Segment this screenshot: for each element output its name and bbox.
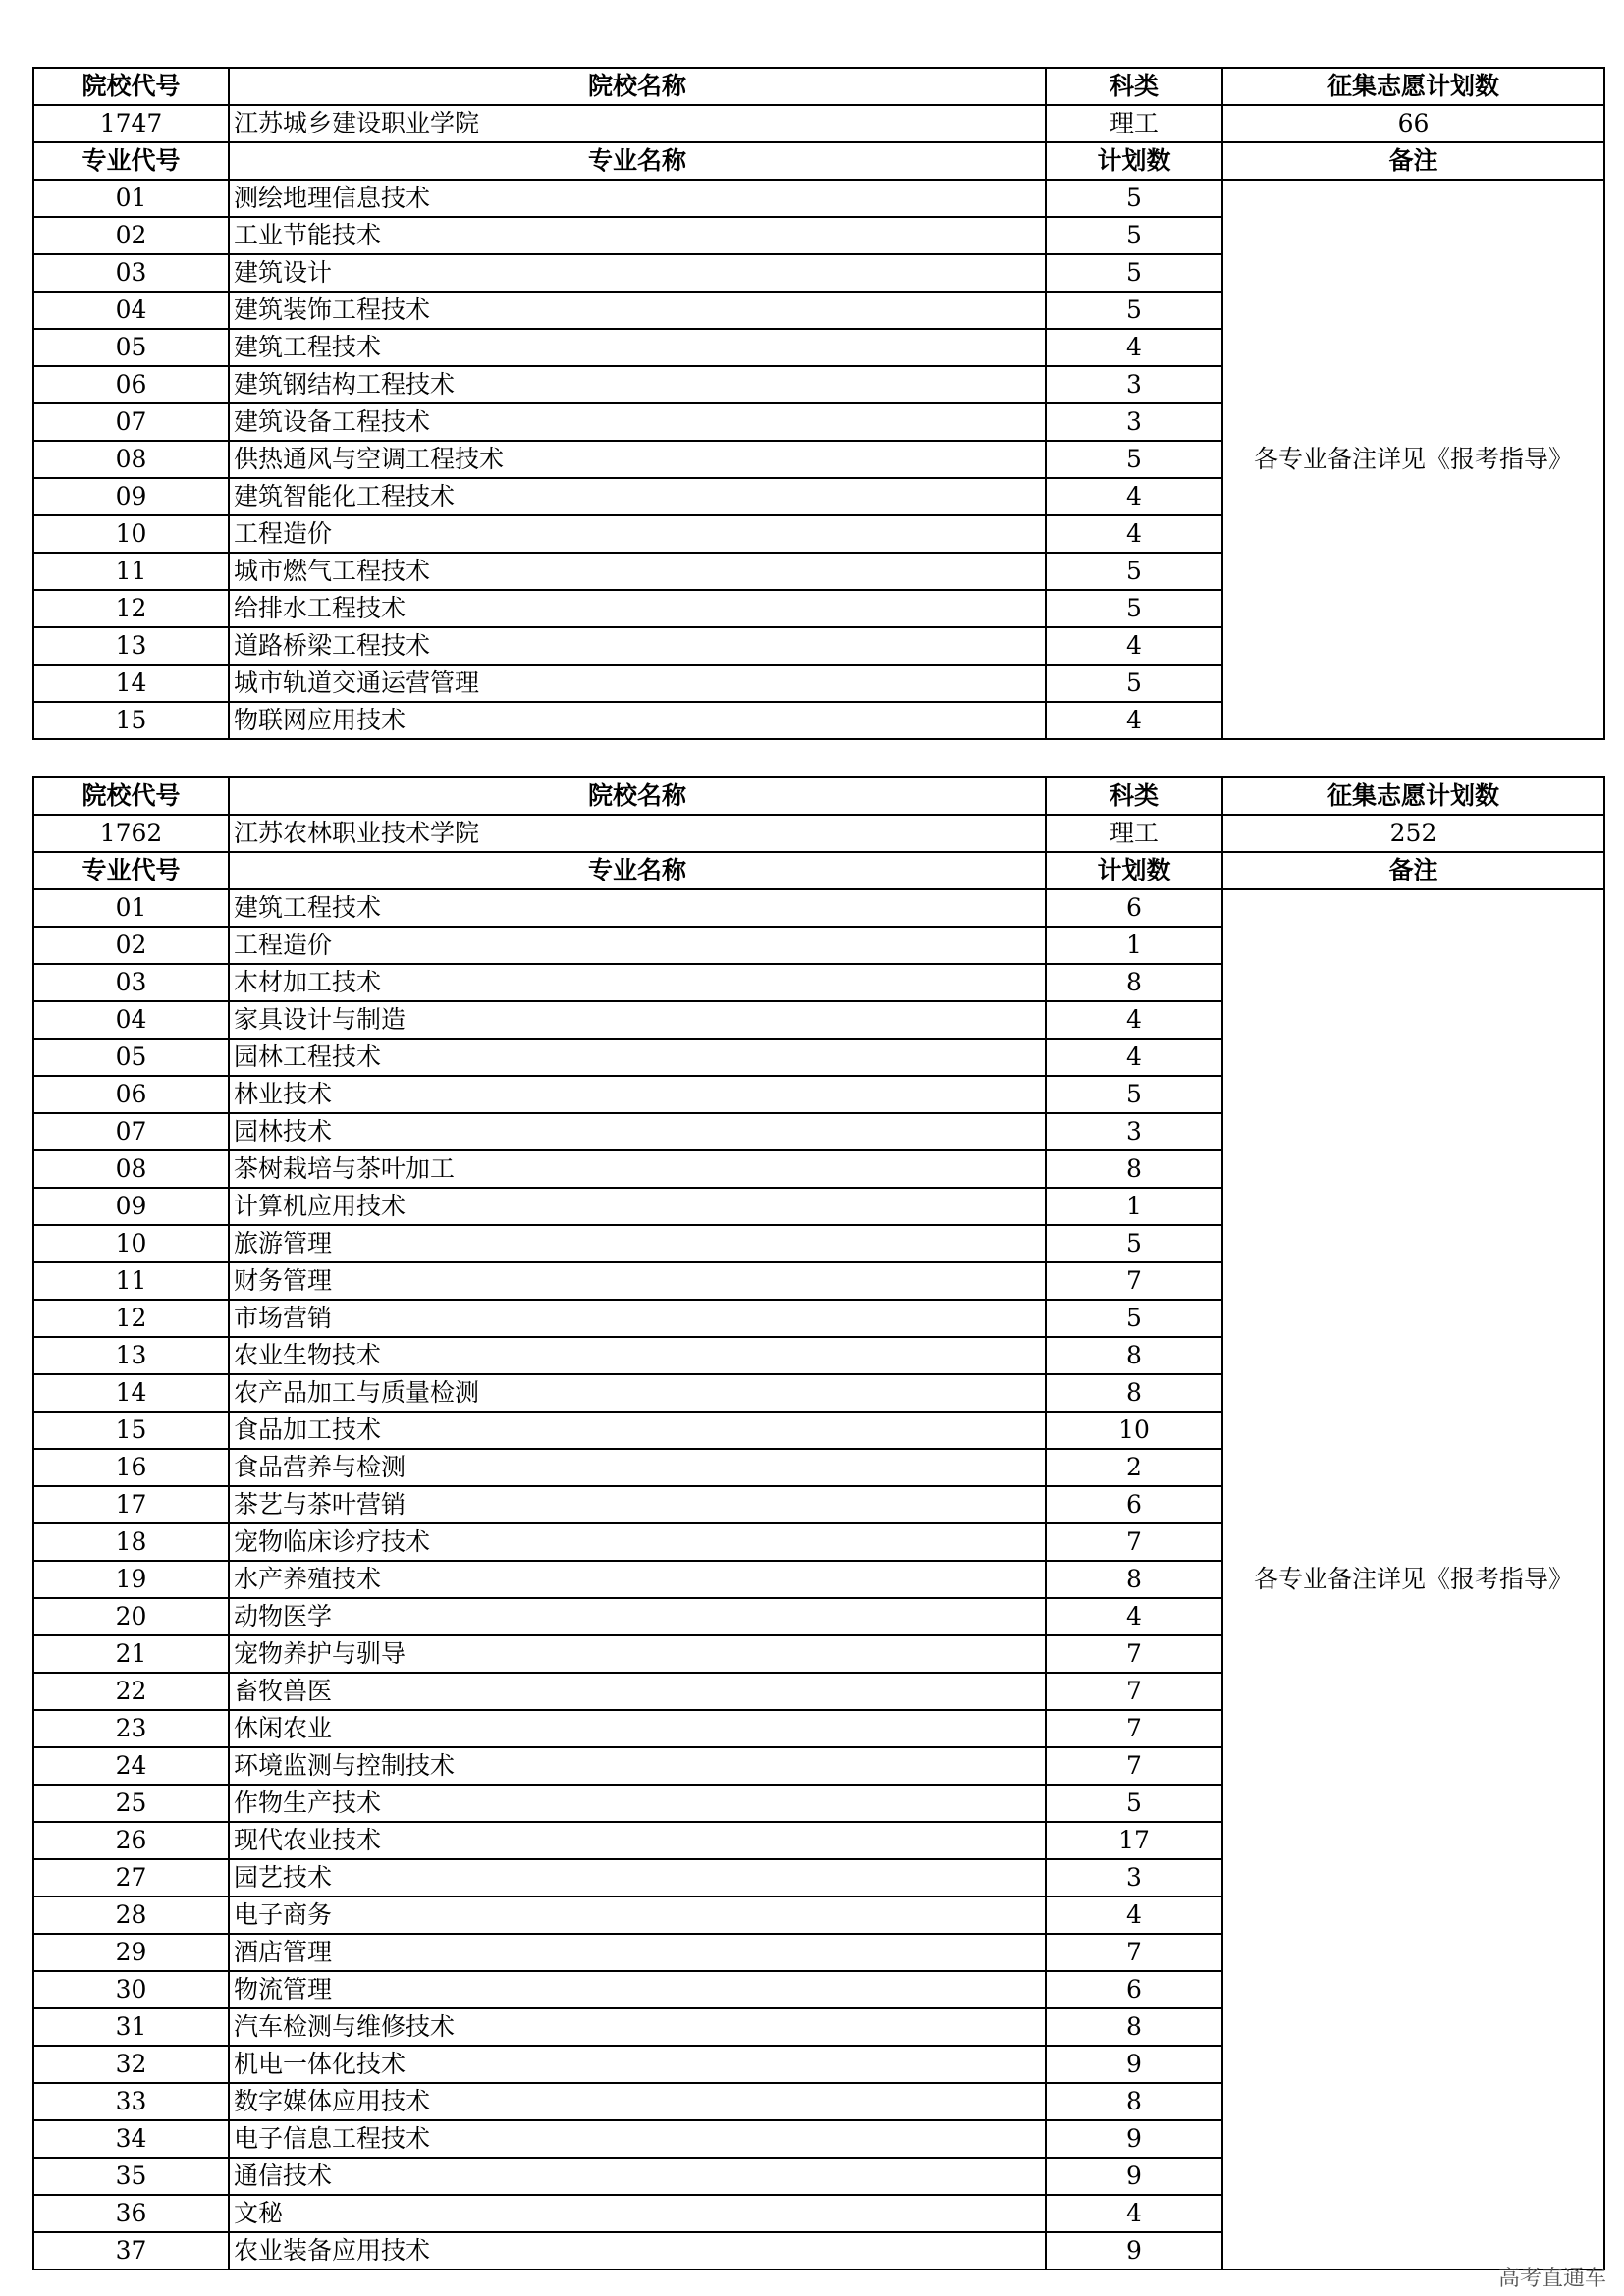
major-name: 计算机应用技术 bbox=[229, 1188, 1046, 1225]
major-code: 33 bbox=[33, 2083, 229, 2120]
major-plan-count: 8 bbox=[1046, 1337, 1222, 1374]
major-name: 宠物养护与驯导 bbox=[229, 1635, 1046, 1673]
major-name: 给排水工程技术 bbox=[229, 590, 1046, 627]
major-plan-count: 4 bbox=[1046, 702, 1222, 739]
major-plan-count: 7 bbox=[1046, 1747, 1222, 1785]
major-plan-count: 8 bbox=[1046, 2008, 1222, 2046]
major-plan-count: 5 bbox=[1046, 217, 1222, 254]
major-code: 20 bbox=[33, 1598, 229, 1635]
major-name: 通信技术 bbox=[229, 2158, 1046, 2195]
watermark-text: 高考直通车 bbox=[1497, 2267, 1606, 2291]
school-name: 江苏城乡建设职业学院 bbox=[229, 105, 1046, 142]
major-plan-count: 4 bbox=[1046, 1598, 1222, 1635]
major-code: 07 bbox=[33, 403, 229, 441]
major-name: 工程造价 bbox=[229, 927, 1046, 964]
major-name: 宠物临床诊疗技术 bbox=[229, 1523, 1046, 1561]
major-header-row bbox=[33, 852, 1604, 889]
school-table-1762 bbox=[32, 776, 1605, 2270]
school-code-header: 院校代号 bbox=[33, 777, 229, 815]
major-name: 建筑工程技术 bbox=[229, 329, 1046, 366]
major-name: 酒店管理 bbox=[229, 1934, 1046, 1971]
major-name: 休闲农业 bbox=[229, 1710, 1046, 1747]
remark-cell: 各专业备注详见《报考指导》 bbox=[1222, 889, 1604, 2269]
major-name: 建筑工程技术 bbox=[229, 889, 1046, 927]
remark-header: 备注 bbox=[1222, 852, 1604, 889]
major-code: 23 bbox=[33, 1710, 229, 1747]
major-plan-count: 6 bbox=[1046, 1486, 1222, 1523]
school-table-body bbox=[33, 68, 1604, 739]
plan-count-header: 计划数 bbox=[1046, 852, 1222, 889]
major-code: 08 bbox=[33, 1150, 229, 1188]
major-code: 31 bbox=[33, 2008, 229, 2046]
major-plan-count: 5 bbox=[1046, 1785, 1222, 1822]
major-name: 建筑钢结构工程技术 bbox=[229, 366, 1046, 403]
major-plan-count: 5 bbox=[1046, 180, 1222, 217]
major-plan-count: 4 bbox=[1046, 478, 1222, 515]
major-code: 07 bbox=[33, 1113, 229, 1150]
major-code: 06 bbox=[33, 1076, 229, 1113]
major-code: 30 bbox=[33, 1971, 229, 2008]
major-name: 环境监测与控制技术 bbox=[229, 1747, 1046, 1785]
major-name: 园林技术 bbox=[229, 1113, 1046, 1150]
major-name: 电子商务 bbox=[229, 1896, 1046, 1934]
major-code: 16 bbox=[33, 1449, 229, 1486]
major-plan-count: 4 bbox=[1046, 1039, 1222, 1076]
major-plan-count: 5 bbox=[1046, 292, 1222, 329]
major-plan-count: 8 bbox=[1046, 2083, 1222, 2120]
major-name-header: 专业名称 bbox=[229, 142, 1046, 180]
major-plan-count: 1 bbox=[1046, 927, 1222, 964]
major-plan-count: 7 bbox=[1046, 1262, 1222, 1300]
major-code: 35 bbox=[33, 2158, 229, 2195]
major-code: 14 bbox=[33, 665, 229, 702]
major-plan-count: 4 bbox=[1046, 627, 1222, 665]
major-plan-count: 7 bbox=[1046, 1673, 1222, 1710]
major-name: 供热通风与空调工程技术 bbox=[229, 441, 1046, 478]
major-name: 旅游管理 bbox=[229, 1225, 1046, 1262]
major-plan-count: 4 bbox=[1046, 515, 1222, 553]
major-code: 19 bbox=[33, 1561, 229, 1598]
major-code: 05 bbox=[33, 1039, 229, 1076]
school-table-1747 bbox=[32, 67, 1605, 740]
major-plan-count: 9 bbox=[1046, 2120, 1222, 2158]
major-name: 园艺技术 bbox=[229, 1859, 1046, 1896]
major-code: 18 bbox=[33, 1523, 229, 1561]
major-plan-count: 1 bbox=[1046, 1188, 1222, 1225]
school-header-row bbox=[33, 68, 1604, 105]
school-name-header: 院校名称 bbox=[229, 777, 1046, 815]
major-plan-count: 8 bbox=[1046, 1561, 1222, 1598]
major-plan-count: 7 bbox=[1046, 1523, 1222, 1561]
major-code: 15 bbox=[33, 1412, 229, 1449]
major-plan-count: 5 bbox=[1046, 1300, 1222, 1337]
major-name: 物流管理 bbox=[229, 1971, 1046, 2008]
remark-cell: 各专业备注详见《报考指导》 bbox=[1222, 180, 1604, 739]
major-name: 水产养殖技术 bbox=[229, 1561, 1046, 1598]
major-code: 29 bbox=[33, 1934, 229, 1971]
major-row bbox=[33, 180, 1604, 217]
major-header-row bbox=[33, 142, 1604, 180]
major-code-header: 专业代号 bbox=[33, 852, 229, 889]
major-plan-count: 5 bbox=[1046, 553, 1222, 590]
quota-total-header: 征集志愿计划数 bbox=[1222, 68, 1604, 105]
major-name: 测绘地理信息技术 bbox=[229, 180, 1046, 217]
school-info-row bbox=[33, 815, 1604, 852]
major-code: 03 bbox=[33, 964, 229, 1001]
major-name: 文秘 bbox=[229, 2195, 1046, 2232]
major-plan-count: 4 bbox=[1046, 1001, 1222, 1039]
school-category: 理工 bbox=[1046, 105, 1222, 142]
major-code: 01 bbox=[33, 889, 229, 927]
quota-total-header: 征集志愿计划数 bbox=[1222, 777, 1604, 815]
major-plan-count: 6 bbox=[1046, 889, 1222, 927]
school-name-header: 院校名称 bbox=[229, 68, 1046, 105]
major-name: 汽车检测与维修技术 bbox=[229, 2008, 1046, 2046]
major-code: 17 bbox=[33, 1486, 229, 1523]
major-name: 电子信息工程技术 bbox=[229, 2120, 1046, 2158]
major-name: 茶艺与茶叶营销 bbox=[229, 1486, 1046, 1523]
major-plan-count: 5 bbox=[1046, 590, 1222, 627]
major-code: 25 bbox=[33, 1785, 229, 1822]
major-code: 04 bbox=[33, 292, 229, 329]
major-name: 园林工程技术 bbox=[229, 1039, 1046, 1076]
major-plan-count: 2 bbox=[1046, 1449, 1222, 1486]
major-code: 32 bbox=[33, 2046, 229, 2083]
major-plan-count: 6 bbox=[1046, 1971, 1222, 2008]
school-category: 理工 bbox=[1046, 815, 1222, 852]
major-code: 08 bbox=[33, 441, 229, 478]
major-plan-count: 17 bbox=[1046, 1822, 1222, 1859]
major-code: 12 bbox=[33, 590, 229, 627]
major-name: 建筑设计 bbox=[229, 254, 1046, 292]
major-code: 09 bbox=[33, 478, 229, 515]
major-code: 15 bbox=[33, 702, 229, 739]
major-name: 数字媒体应用技术 bbox=[229, 2083, 1046, 2120]
major-plan-count: 8 bbox=[1046, 1374, 1222, 1412]
major-name: 动物医学 bbox=[229, 1598, 1046, 1635]
major-plan-count: 10 bbox=[1046, 1412, 1222, 1449]
major-code: 06 bbox=[33, 366, 229, 403]
major-name: 工业节能技术 bbox=[229, 217, 1046, 254]
major-plan-count: 5 bbox=[1046, 1225, 1222, 1262]
school-code-header: 院校代号 bbox=[33, 68, 229, 105]
major-code: 03 bbox=[33, 254, 229, 292]
remark-header: 备注 bbox=[1222, 142, 1604, 180]
major-code: 13 bbox=[33, 627, 229, 665]
major-code: 34 bbox=[33, 2120, 229, 2158]
major-name: 农产品加工与质量检测 bbox=[229, 1374, 1046, 1412]
major-name: 家具设计与制造 bbox=[229, 1001, 1046, 1039]
major-plan-count: 3 bbox=[1046, 366, 1222, 403]
major-name: 林业技术 bbox=[229, 1076, 1046, 1113]
major-code: 10 bbox=[33, 515, 229, 553]
major-name: 木材加工技术 bbox=[229, 964, 1046, 1001]
major-name: 机电一体化技术 bbox=[229, 2046, 1046, 2083]
school-header-row bbox=[33, 777, 1604, 815]
major-code: 10 bbox=[33, 1225, 229, 1262]
major-name-header: 专业名称 bbox=[229, 852, 1046, 889]
major-code: 28 bbox=[33, 1896, 229, 1934]
major-name: 食品加工技术 bbox=[229, 1412, 1046, 1449]
major-name: 市场营销 bbox=[229, 1300, 1046, 1337]
major-plan-count: 4 bbox=[1046, 1896, 1222, 1934]
major-code-header: 专业代号 bbox=[33, 142, 229, 180]
major-name: 畜牧兽医 bbox=[229, 1673, 1046, 1710]
major-code: 01 bbox=[33, 180, 229, 217]
major-plan-count: 4 bbox=[1046, 329, 1222, 366]
major-plan-count: 9 bbox=[1046, 2232, 1222, 2269]
school-name: 江苏农林职业技术学院 bbox=[229, 815, 1046, 852]
major-code: 21 bbox=[33, 1635, 229, 1673]
major-code: 22 bbox=[33, 1673, 229, 1710]
school-code: 1762 bbox=[33, 815, 229, 852]
major-name: 食品营养与检测 bbox=[229, 1449, 1046, 1486]
major-plan-count: 3 bbox=[1046, 1113, 1222, 1150]
major-plan-count: 7 bbox=[1046, 1635, 1222, 1673]
major-plan-count: 9 bbox=[1046, 2158, 1222, 2195]
major-code: 02 bbox=[33, 217, 229, 254]
major-code: 02 bbox=[33, 927, 229, 964]
plan-count-header: 计划数 bbox=[1046, 142, 1222, 180]
major-plan-count: 5 bbox=[1046, 665, 1222, 702]
major-code: 26 bbox=[33, 1822, 229, 1859]
major-plan-count: 9 bbox=[1046, 2046, 1222, 2083]
major-name: 城市燃气工程技术 bbox=[229, 553, 1046, 590]
major-name: 作物生产技术 bbox=[229, 1785, 1046, 1822]
major-name: 建筑设备工程技术 bbox=[229, 403, 1046, 441]
major-plan-count: 5 bbox=[1046, 1076, 1222, 1113]
major-plan-count: 7 bbox=[1046, 1710, 1222, 1747]
major-name: 物联网应用技术 bbox=[229, 702, 1046, 739]
major-name: 农业装备应用技术 bbox=[229, 2232, 1046, 2269]
major-plan-count: 3 bbox=[1046, 1859, 1222, 1896]
school-quota-total: 252 bbox=[1222, 815, 1604, 852]
major-code: 09 bbox=[33, 1188, 229, 1225]
school-table-body bbox=[33, 777, 1604, 2269]
major-plan-count: 5 bbox=[1046, 254, 1222, 292]
major-code: 11 bbox=[33, 1262, 229, 1300]
category-header: 科类 bbox=[1046, 68, 1222, 105]
major-name: 财务管理 bbox=[229, 1262, 1046, 1300]
major-name: 建筑智能化工程技术 bbox=[229, 478, 1046, 515]
major-plan-count: 8 bbox=[1046, 964, 1222, 1001]
major-row bbox=[33, 889, 1604, 927]
major-name: 城市轨道交通运营管理 bbox=[229, 665, 1046, 702]
major-code: 04 bbox=[33, 1001, 229, 1039]
major-plan-count: 8 bbox=[1046, 1150, 1222, 1188]
major-plan-count: 3 bbox=[1046, 403, 1222, 441]
major-name: 茶树栽培与茶叶加工 bbox=[229, 1150, 1046, 1188]
major-code: 13 bbox=[33, 1337, 229, 1374]
major-plan-count: 7 bbox=[1046, 1934, 1222, 1971]
major-code: 36 bbox=[33, 2195, 229, 2232]
major-plan-count: 5 bbox=[1046, 441, 1222, 478]
major-name: 现代农业技术 bbox=[229, 1822, 1046, 1859]
school-info-row bbox=[33, 105, 1604, 142]
major-code: 27 bbox=[33, 1859, 229, 1896]
major-name: 建筑装饰工程技术 bbox=[229, 292, 1046, 329]
major-name: 工程造价 bbox=[229, 515, 1046, 553]
major-plan-count: 4 bbox=[1046, 2195, 1222, 2232]
major-name: 道路桥梁工程技术 bbox=[229, 627, 1046, 665]
category-header: 科类 bbox=[1046, 777, 1222, 815]
major-code: 37 bbox=[33, 2232, 229, 2269]
major-code: 05 bbox=[33, 329, 229, 366]
major-code: 12 bbox=[33, 1300, 229, 1337]
school-quota-total: 66 bbox=[1222, 105, 1604, 142]
major-code: 14 bbox=[33, 1374, 229, 1412]
major-name: 农业生物技术 bbox=[229, 1337, 1046, 1374]
major-code: 11 bbox=[33, 553, 229, 590]
major-code: 24 bbox=[33, 1747, 229, 1785]
school-code: 1747 bbox=[33, 105, 229, 142]
